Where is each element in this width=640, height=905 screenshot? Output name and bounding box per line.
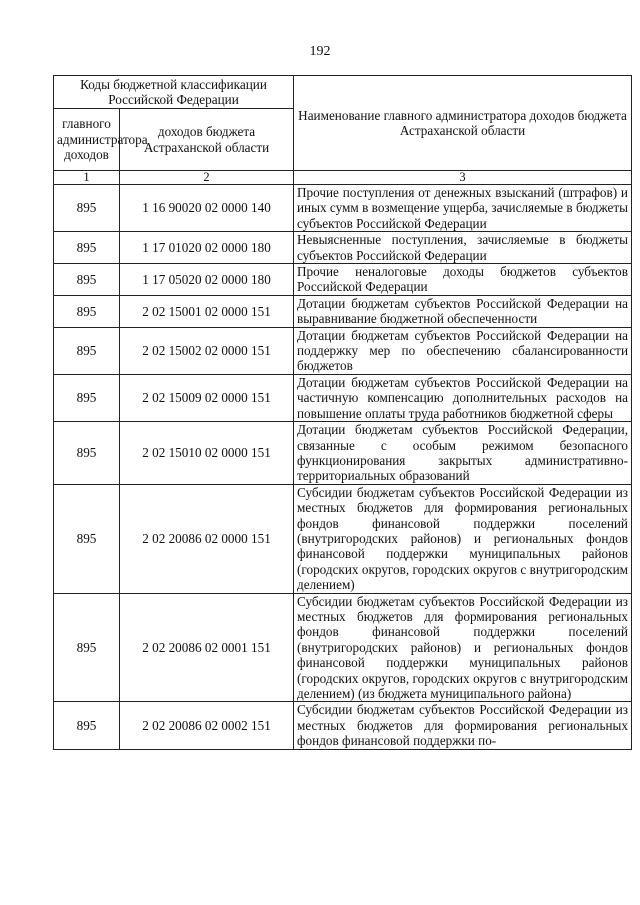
- table-row: [54, 232, 632, 264]
- table-row: [54, 374, 632, 421]
- description-cell: Субсидии бюджетам субъектов Российской Федерации из местных бюджетов для формирования региональных фондов финансовой поддержки поселений (внутригородских районов) и региональных фондов финансовой поддержки муниципальных районов (городских округов, городских округов с внутригородским делением): [294, 484, 632, 593]
- header-budget-income: доходов бюджета Астраханской области: [120, 109, 294, 171]
- description-cell: Дотации бюджетам субъектов Российской Федерации на поддержку мер по обеспечению сбалансированности бюджетов: [294, 327, 632, 374]
- admin-code-cell: 895: [54, 422, 120, 485]
- income-code-cell: 1 16 90020 02 0000 140: [120, 185, 294, 232]
- admin-code-cell: 895: [54, 327, 120, 374]
- table-row: [54, 422, 632, 485]
- income-code-cell: 2 02 15009 02 0000 151: [120, 374, 294, 421]
- header-row-top: [54, 76, 632, 109]
- admin-code-cell: 895: [54, 702, 120, 749]
- header-administrator-name: Наименование главного администратора доходов бюджета Астраханской области: [294, 76, 632, 171]
- table-row: [54, 264, 632, 296]
- income-code-cell: 2 02 15010 02 0000 151: [120, 422, 294, 485]
- budget-classification-table: [53, 75, 632, 750]
- description-cell: Прочие неналоговые доходы бюджетов субъектов Российской Федерации: [294, 264, 632, 296]
- description-cell: Дотации бюджетам субъектов Российской Федерации на выравнивание бюджетной обеспеченности: [294, 295, 632, 327]
- table-row: [54, 484, 632, 593]
- table-row: [54, 593, 632, 702]
- header-column-numbers: [54, 171, 632, 185]
- table-row: [54, 327, 632, 374]
- description-cell: Субсидии бюджетам субъектов Российской Федерации из местных бюджетов для формирования региональных фондов финансовой поддержки по-: [294, 702, 632, 749]
- table-row: [54, 295, 632, 327]
- income-code-cell: 2 02 20086 02 0002 151: [120, 702, 294, 749]
- income-code-cell: 2 02 20086 02 0000 151: [120, 484, 294, 593]
- admin-code-cell: 895: [54, 374, 120, 421]
- income-code-cell: 2 02 15002 02 0000 151: [120, 327, 294, 374]
- income-code-cell: 2 02 20086 02 0001 151: [120, 593, 294, 702]
- column-number-3: 3: [294, 171, 632, 185]
- column-number-2: 2: [120, 171, 294, 185]
- header-budget-codes: Коды бюджетной классификации Российской Федерации: [54, 76, 294, 109]
- admin-code-cell: 895: [54, 264, 120, 296]
- income-code-cell: 1 17 05020 02 0000 180: [120, 264, 294, 296]
- table-row: [54, 702, 632, 749]
- income-code-cell: 2 02 15001 02 0000 151: [120, 295, 294, 327]
- page-number: 192: [309, 44, 331, 59]
- column-number-1: 1: [54, 171, 120, 185]
- admin-code-cell: 895: [54, 185, 120, 232]
- income-code-cell: 1 17 01020 02 0000 180: [120, 232, 294, 264]
- admin-code-cell: 895: [54, 232, 120, 264]
- table-row: [54, 185, 632, 232]
- admin-code-cell: 895: [54, 295, 120, 327]
- admin-code-cell: 895: [54, 593, 120, 702]
- description-cell: Субсидии бюджетам субъектов Российской Федерации из местных бюджетов для формирования региональных фондов финансовой поддержки поселений (внутригородских районов) и региональных фондов финансовой поддержки муниципальных районов (городских округов, городских округов с внутригородским делением) (из бюджета муниципального района): [294, 593, 632, 702]
- header-main-administrator: главного администратора доходов: [54, 109, 120, 171]
- description-cell: Невыясненные поступления, зачисляемые в бюджеты субъектов Российской Федерации: [294, 232, 632, 264]
- description-cell: Дотации бюджетам субъектов Российской Федерации на частичную компенсацию дополнительных расходов на повышение оплаты труда работников бюджетной сферы: [294, 374, 632, 421]
- description-cell: Дотации бюджетам субъектов Российской Федерации, связанные с особым режимом безопасного функционирования закрытых административно-территориальных образований: [294, 422, 632, 485]
- description-cell: Прочие поступления от денежных взысканий (штрафов) и иных сумм в возмещение ущерба, зачисляемые в бюджеты субъектов Российской Федерации: [294, 185, 632, 232]
- admin-code-cell: 895: [54, 484, 120, 593]
